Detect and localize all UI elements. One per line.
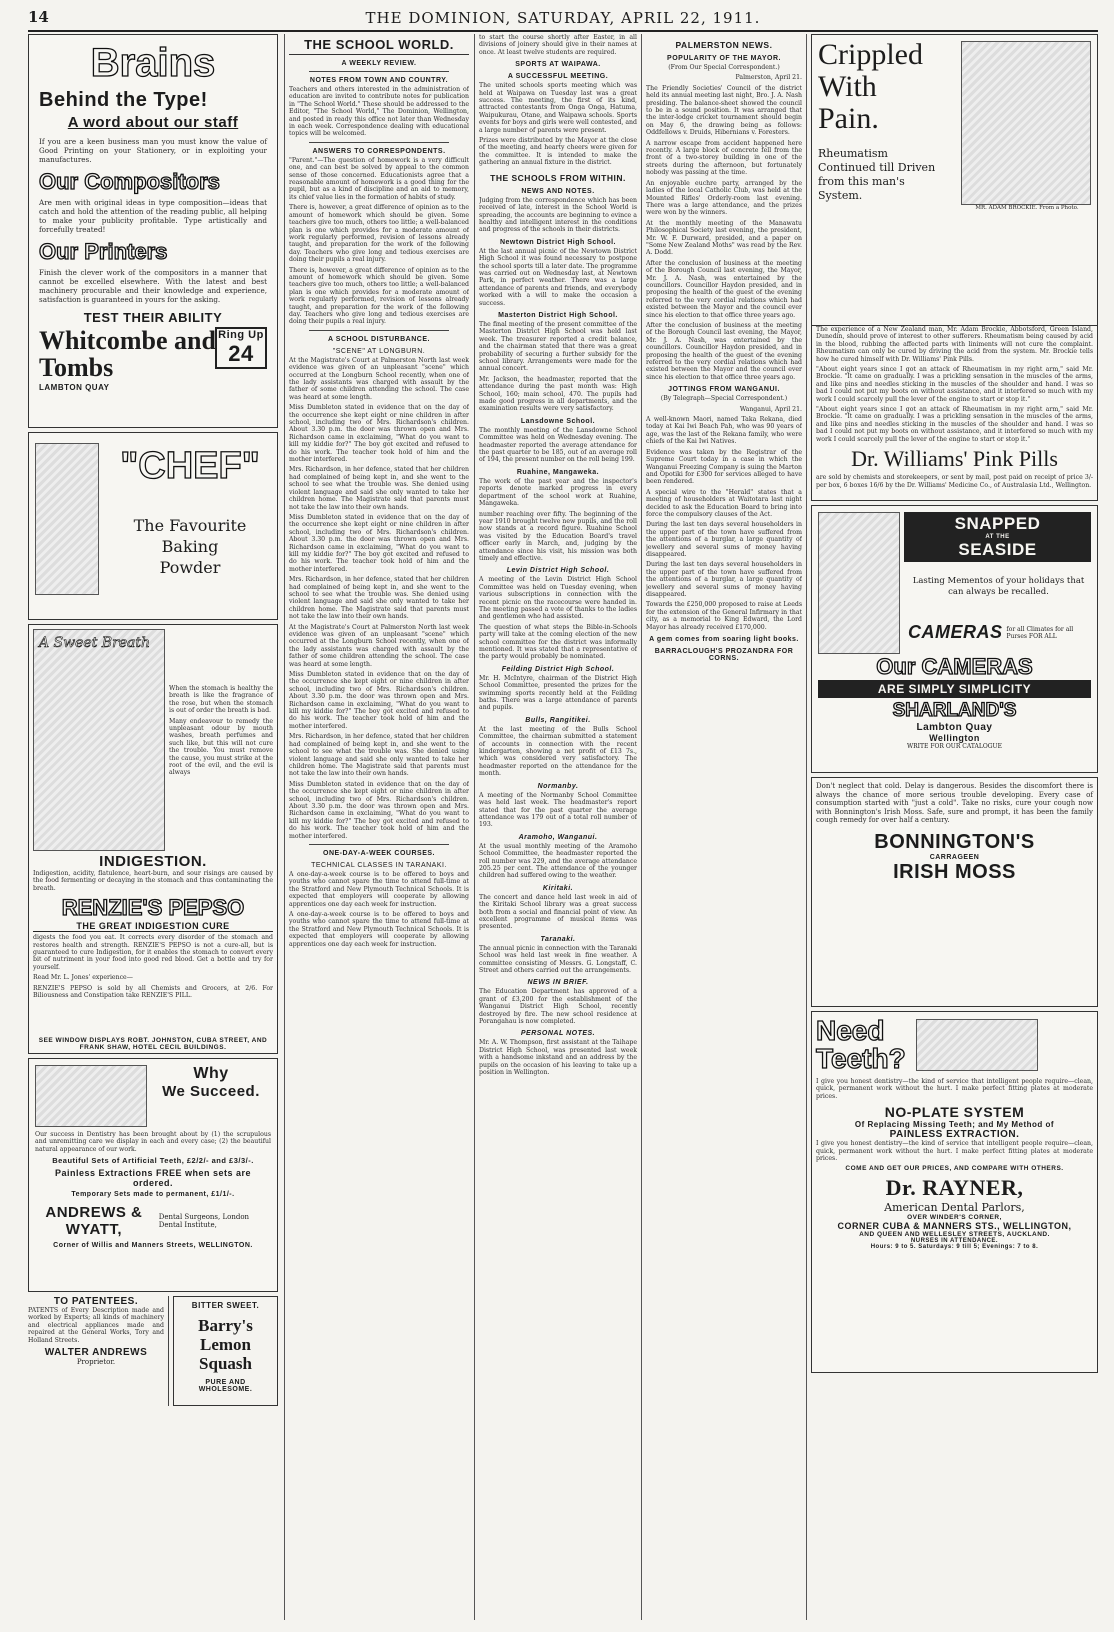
- divider: [309, 71, 449, 72]
- bonnington-text: Don't neglect that cold. Delay is dangerous. Besides the discomfort there is always the chance of more serious trouble developing. Every case of consumption started with "just a cold". Take no risks, cure your cough now with Bonnington's Irish Moss. Safe, sure and prompt, it has been the family cough remedy for over half a century.: [816, 782, 1093, 825]
- school-world-column: [289, 34, 469, 1620]
- palmerston-text-4: At the monthly meeting of the Manawatu Philosophical Society last evening, the president, Mr. W. F. Durward, presided, and a paper on "Some New Zealand Moths" was read by the Rev. A. Dodd.: [646, 219, 802, 257]
- column-rule: [641, 34, 642, 1620]
- rayner-text-2: I give you honest dentistry—the kind of service that intelligent people require—clean, quick, permanent work without the hurt. I make perfect fitting plates at moderate prices.: [816, 1140, 1093, 1163]
- pink-text-2: "About eight years since I got an attack of Rheumatism in my right arm," said Mr. Brockie. "It came on gradually. I was a prickling sensation in the muscles of the arms, and like pins and needles sticking in the muscles of the shoulder and hand. I was so bad I could not put my boots on without assistance, and it interfered so much with my work I could scarcely pull the lever of the engine to start or stop it.": [816, 366, 1093, 403]
- andrews-address: Corner of Willis and Manners Streets, WELLINGTON.: [53, 1242, 253, 1250]
- window-displays: SEE WINDOW DISPLAYS ROBT. JOHNSTON, CUBA STREET, AND FRANK SHAW, HOTEL CECIL BUILDINGS.: [38, 1037, 268, 1051]
- technical-text-2: A one-day-a-week course is to be offered to boys and youths who cannot spare the time to attend full-time at the Stratford and New Plymouth Technical Schools. It is expected that employers will cooperate by allowing apprentices one day each week for instruction.: [289, 911, 469, 948]
- bulls-heading: Bulls, Rangitikei.: [525, 716, 591, 724]
- barraclough-line-2: BARRACLOUGH'S PROZANDRA FOR CORNS.: [654, 648, 794, 663]
- palmerston-text-5: After the conclusion of business at the meeting of the Borough Council last evening, the Mayor, Mr. J. A. Nash, was entertained by the councillors. Councillor Haydon presided, and in proposing the health of the guest of the evening referred to the very cordial relations which had existed between the Mayor and the council ever since his election to that office three years ago.: [646, 259, 802, 319]
- baking-powder-tin-image: [35, 443, 99, 595]
- taranaki-heading: TECHNICAL CLASSES IN TARANAKI.: [311, 861, 447, 869]
- compositors-heading: Our Compositors: [39, 169, 220, 194]
- chef-line-1: The Favourite: [133, 516, 247, 535]
- phone-number: 24: [228, 341, 254, 366]
- snapped-banner: [904, 512, 1091, 562]
- school-intro: Teachers and others interested in the administration of education are invited to contribute notes for publication in "The School World." These should be addressed to the Editor, "The School World," The Dominion, Wellington, and posted in ready this office not later than Wednesday in each week. Correspondence dealing with educational topics will be welcomed.: [289, 86, 469, 138]
- temporary-sets: Temporary Sets made to permanent, £1/1/-.: [71, 1191, 235, 1199]
- barrys-name: Barry's Lemon Squash: [198, 1316, 253, 1373]
- wanganui-text-3: A special wire to the "Herald" states that a meeting of householders at Waitotara last night decided to ask the Education Board to bring into force the compulsory clauses of the Act.: [646, 488, 802, 518]
- palmerston-text-6: After the conclusion of business at the meeting of the Borough Council last evening, the Mayor, Mr. J. A. Nash, was entertained by the councillors. Councillor Haydon presided, and in proposing the health of the guest of the evening referred to the very cordial relations which had existed between the Mayor and the council ever since his election to that office three years ago.: [646, 322, 802, 381]
- our-cameras: Our CAMERAS: [876, 654, 1033, 679]
- news-brief-text-1: The Education Department has approved of a grant of £3,200 for the establishment of the Wanganui District High School, recently destroyed by fire. The new school residence at Porangahau is now completed.: [479, 988, 637, 1026]
- one-day-heading: ONE-DAY-A-WEEK COURSES.: [323, 849, 435, 857]
- technical-text: A one-day-a-week course is to be offered to boys and youths who cannot spare the time to attend full-time at the Stratford and New Plymouth Technical Schools. It is expected that employers will cooperate by allowing apprentices one day each week for instruction.: [289, 870, 469, 908]
- disturbance-text-7: Miss Dumbleton stated in evidence that on the day of the occurrence she kept eight or nine children in after school, including two of Mrs. Richardson's children. About 3.30 p.m. the door was thrown open and Mrs. Richardson came in exclaiming, "What do you want to kill my kiddie for?" The boy got excited and refused to do his work. The teacher took hold of him and the mother interfered.: [289, 671, 469, 730]
- wanganui-text-2: Evidence was taken by the Registrar of the Supreme Court today in a case in which the Wanganui Freezing Company is suing the Marton and Opotiki for £300 for services alleged to have been rendered.: [646, 448, 802, 486]
- taranaki-text-1: The annual picnic in connection with the Taranaki School was held last week in fine weather. A committee consisting of Messrs. G. Longstaff, C. Street and others carried out the arrangements.: [479, 944, 637, 974]
- column-rule: [284, 34, 285, 1620]
- american-dental: American Dental Parlors,: [884, 1201, 1025, 1215]
- ring-up-box: [215, 327, 267, 369]
- divider: [309, 844, 449, 845]
- divider: [309, 142, 449, 143]
- printers-text: Finish the clever work of the compositors in a manner that cannot be excelled elsewhere. With the latest and best machinery procurable and their knowledge and experience, satisfaction is guaranteed in yours for the asking.: [39, 268, 267, 304]
- lansdowne-heading: Lansdowne School.: [520, 417, 596, 425]
- right-region: [811, 34, 1098, 1620]
- masterton-text-1: The final meeting of the present committee of the Masterton District High School was held last week. The treasurer reported a credit balance, and the chairman stated that there was a great probability of securing a further subsidy for the school library. Arrangements were made for the annual concert.: [479, 320, 637, 373]
- masterton-heading: Masterton District High School.: [498, 311, 618, 319]
- teeth-illustration: [916, 1019, 1038, 1071]
- normanby-text-1: A meeting of the Normanby School Committee was held last week. The headmaster's report stated that for the past quarter the average attendance was 179 out of a total roll number of 193.: [479, 791, 637, 829]
- compare-prices: COME AND GET OUR PRICES, AND COMPARE WITH OTHERS.: [845, 1165, 1064, 1173]
- palmerston-dateline: Palmerston, April 21.: [735, 74, 802, 82]
- no-plate-system: NO-PLATE SYSTEM: [884, 1104, 1025, 1121]
- renzies-pepso-title: RENZIE'S PEPSO: [61, 895, 245, 921]
- brains-sub1: Behind the Type!: [39, 89, 208, 111]
- snapped-word: SNAPPED: [954, 514, 1041, 533]
- adam-brockie-portrait: [961, 41, 1091, 205]
- disturbance-text-1: At the Magistrate's Court at Palmerston North last week evidence was given of an unpleasant "scene" which occurred at the Longburn School recently, when one of the lady assistants was charged with assault by the father of some children attending the school. The case was heard at some length.: [289, 356, 469, 401]
- brains-intro: If you are a keen business man you must know the value of Good Printing on your Stationery, or in exploiting your manufactures.: [39, 137, 267, 164]
- column-rule: [474, 34, 475, 1620]
- rayner-name: Dr. RAYNER,: [885, 1175, 1024, 1201]
- newspaper-title: THE DOMINION, SATURDAY, APRIL 22, 1911.: [365, 9, 761, 27]
- printers-heading: Our Printers: [39, 239, 168, 264]
- palmerston-text-1: The Friendly Societies' Council of the district held its annual meeting last night, Bro. J. A. Nash presiding. The balance-sheet showed the council to be in a sound position. It was arranged that the inter-lodge cricket tournament should begin on May 6, the drawing being as follows: Oddfellows v. Druids, Hibernians v. Foresters.: [646, 84, 802, 137]
- rheumatism-heading: Rheumatism Continued till Driven from this man's System.: [818, 147, 936, 202]
- waipawa-heading: SPORTS AT WAIPAWA.: [515, 61, 601, 69]
- disturbance-text-9: Miss Dumbleton stated in evidence that on the day of the occurrence she kept eight or nine children in after school, including two of Mrs. Richardson's children. About 3.30 p.m. the door was thrown open and Mrs. Richardson came in exclaiming, "What do you want to kill my kiddie for?" The boy got excited and refused to do his work. The teacher took hold of him and the mother interfered.: [289, 780, 469, 840]
- masthead: [28, 8, 1098, 32]
- carrageen: CARRAGEEN: [929, 853, 980, 861]
- hours: Hours: 9 to 5. Saturdays: 9 till 5; Evenings: 7 to 8.: [870, 1244, 1039, 1251]
- lambton-quay: LAMBTON QUAY: [39, 383, 110, 392]
- normanby-heading: Normanby.: [537, 782, 579, 790]
- bathing-woman-illustration: [818, 512, 900, 654]
- rayner-address: CORNER CUBA & MANNERS STS., WELLINGTON,: [837, 1221, 1072, 1232]
- ruahine-heading: Ruahine, Mangaweka.: [516, 468, 600, 476]
- column-rule: [806, 34, 807, 1620]
- pink-pills-body: [811, 326, 1098, 501]
- pink-text-1: The experience of a New Zealand man, Mr. Adam Brockie, Abbotsford, Green Island, Dunedin, should prove of interest to other sufferers. Rheumatism being caused by acid in the blood, rubbing the affected parts with liniments will not cure the complaint. Rheumatism can only be cured by driving the acid from the system. Mr. Brockie tells how he cured himself with Dr. Williams' Pink Pills.: [816, 326, 1093, 363]
- pink-pills-ad: [811, 34, 1098, 326]
- sharland-ad: [811, 505, 1098, 773]
- sharland-addr-2: Wellington: [929, 733, 980, 743]
- andrews-role: Dental Surgeons, London Dental Institute,: [158, 1213, 250, 1230]
- ruahine-continued: number reaching over fifty. The beginning of the year 1910 brought twelve new pupils, and the roll now stands at a record figure. Ruahine School was visited by the Education Board's travel officer early in March, and, judging by the attendance since his visit, his mission was both timely and effective.: [479, 510, 637, 562]
- levin-heading: Levin District High School.: [506, 567, 610, 575]
- waipawa-text-2: Prizes were distributed by the Mayor at the close of the meeting, and hearty cheers were given for the committee. It is intended to make the gathering an annual fixture in the district.: [479, 137, 637, 167]
- newtown-heading: Newtown District High School.: [499, 238, 616, 246]
- bonningtons-name: BONNINGTON'S: [874, 830, 1035, 853]
- crippled-word: Crippled: [818, 38, 923, 71]
- bulls-text-1: At the last meeting of the Bulls School Committee, the chairman submitted a statement of accounts in connection with the recent kindergarten, showing a net profit of £13 7s., which was considered very satisfactory. The headmaster reported on the attendance for the month.: [479, 725, 637, 778]
- lansdowne-text-1: The monthly meeting of the Lansdowne School Committee was held on Wednesday evening. The headmaster reported the average attendance for the past quarter to be 185, out of an average roll of 194, the present number on the roll being 199.: [479, 426, 637, 464]
- walter-andrews: WALTER ANDREWS: [44, 1347, 148, 1359]
- sweet-breath-script: A Sweet Breath: [39, 635, 151, 651]
- chef-title: "CHEF": [120, 445, 260, 487]
- chef-line-3: Powder: [159, 558, 221, 577]
- artificial-teeth-price: Beautiful Sets of Artificial Teeth, £2/2/- and £3/3/-.: [52, 1156, 254, 1166]
- ad-column-left: [28, 34, 278, 1620]
- cameras-heading: CAMERAS: [908, 622, 1003, 642]
- levin-text-1: A meeting of the Levin District High School Committee was held on Tuesday evening, when various subscriptions in connection with the recent picnic on the racecourse were handed in. The meeting passed a vote of thanks to the ladies and gentlemen who had assisted.: [479, 576, 637, 621]
- pepso-text-6: RENZIE'S PEPSO is sold by all Chemists and Grocers, at 2/6. For Biliousness and Constipation take RENZIE'S PILL.: [33, 984, 273, 1000]
- sharland-addr-1: Lambton Quay: [916, 722, 993, 733]
- bonnington-ad: [811, 777, 1098, 1007]
- answers-text-1: "Parent."—The question of homework is a very difficult one, and can best be solved by appeal to the common sense of those concerned. Educationists agree that a reasonable amount of homework is a good thing for the pupil, but as a kind of discipline and an aid to memory, its chief value lies in the formation of habits of study.: [289, 156, 469, 201]
- kiritaki-text: The concert and dance held last week in aid of the Kiritaki School library was a great success both from a social and financial point of view. An excellent programme of musical items was presented.: [479, 893, 637, 931]
- barraclough-line-1: A gem comes from soaring light books.: [649, 636, 799, 644]
- test-ability: TEST THEIR ABILITY: [83, 310, 223, 325]
- chef-ad: [28, 432, 278, 620]
- simply-simplicity: ARE SIMPLY SIMPLICITY: [818, 680, 1091, 698]
- disturbance-text-8: Mrs. Richardson, in her defence, stated that her children had complained of being kept in, and she went to the school to see what the trouble was. She denied using violent language and said she only wanted to take her children home. The Magistrate said that parents must not take the law into their own hands.: [289, 733, 469, 778]
- brains-ad: [28, 34, 278, 428]
- wanganui-text-4: During the last ten days several householders in the upper part of the town have suffered from the attentions of a burglar, a large quantity of jewellery and several sums of money having disappeared.: [646, 521, 802, 558]
- feilding-heading: Feilding District High School.: [501, 665, 615, 673]
- feilding-text-1: Mr. H. McIntyre, chairman of the District High School Committee, presented the prizes for the swimming sports recently held at the Feilding baths. There was a large attendance of parents and pupils.: [479, 674, 637, 712]
- teeth-word: Teeth?: [816, 1043, 906, 1074]
- palmerston-heading: PALMERSTON NEWS.: [675, 40, 773, 50]
- wanganui-text-1: A well-known Maori, named Taka Rekana, died today at Kai Iwi Beach Pah, who was 90 years of age, was the last of the Rekana family, who were chiefs of the Kai Iwi Natives.: [646, 416, 802, 446]
- irish-moss: IRISH MOSS: [893, 860, 1016, 883]
- successful-meeting: A SUCCESSFUL MEETING.: [507, 73, 609, 81]
- why-heading: Why: [193, 1065, 229, 1082]
- disturbance-text-6: At the Magistrate's Court at Palmerston North last week evidence was given of an unpleasant "scene" which occurred at the Longburn School recently, when one of the lady assistants was charged with assault by the father of some children attending the school. The case was heard at some length.: [289, 623, 469, 668]
- newtown-text-1: At the last annual picnic of the Newtown District High School it was found necessary to postpone the school sports till a later date. The programme was carried out on Wednesday last, at Newtown Park, in perfect weather. There was a large attendance of parents and friends, and everybody worked with a will to make the occasion a success.: [479, 247, 637, 307]
- personal-text-1: Mr. A. W. Thompson, first assistant at the Taihape District High School, was presented last week with a handsome inkstand and an address by the pupils on the occasion of his leaving to take up a position in Wellington.: [479, 1039, 637, 1077]
- painless-extractions: Painless Extractions FREE when sets are ordered.: [54, 1168, 252, 1189]
- longburn-heading: "SCENE" AT LONGBURN.: [332, 347, 426, 355]
- painless-extraction: PAINLESS EXTRACTION.: [889, 1129, 1020, 1141]
- nurses: NURSES IN ATTENDANCE.: [910, 1238, 999, 1245]
- palmerston-text-3: An enjoyable euchre party, arranged by the ladies of the local Catholic Club, was held at the Mounted Rifles' Orderly-room last evening. There was a large attendance, and the prizes were won by the winners.: [646, 179, 802, 217]
- catalogue-note: WRITE FOR OUR CATALOGUE: [907, 743, 1002, 750]
- answers-text-3: There is, however, a great difference of opinion as to the amount of homework which should be given. Some teachers give too much, others too little; a well-balanced plan is one which provides for a moderate amount of work regularly performed, revision of lessons already taught, and preparation for the work of the following day. Teachers who give long and tedious exercises are doing their pupils a real injury.: [289, 266, 469, 326]
- barrys-lemon-squash-ad: [173, 1296, 278, 1406]
- schools-column: [479, 34, 637, 1620]
- disturbance-heading: A SCHOOL DISTURBANCE.: [328, 335, 430, 343]
- news-notes: NEWS AND NOTES.: [521, 187, 595, 195]
- news-brief-heading: NEWS IN BRIEF.: [527, 979, 589, 987]
- need-word: Need: [816, 1015, 885, 1046]
- proprietor: Proprietor.: [76, 1358, 116, 1367]
- palmerston-text-2: A narrow escape from accident happened here recently. A large block of concrete fell from the front of a two-storey building in one of the streets during the afternoon, but fortunately nobody was passing at the time.: [646, 139, 802, 177]
- personal-notes-heading: PERSONAL NOTES.: [520, 1030, 596, 1038]
- pink-pills-name: Dr. Williams' Pink Pills: [851, 446, 1058, 472]
- rayner-text: I give you honest dentistry—the kind of service that intelligent people require—clean, quick, permanent work without the hurt. I make perfect fitting plates at moderate prices.: [816, 1078, 1093, 1100]
- pink-text-3: "About eight years since I got an attack of Rheumatism in my right arm," said Mr. Brockie. "It came on gradually. I was a prickling sensation in the muscles of the arms, and like pins and needles sticking in the muscles of the shoulder and hand. I was so bad I could not put my boots on without assistance, and it interfered so much with my work I could scarcely pull the lever of the engine to start or stop it.": [816, 406, 1093, 443]
- kiritaki-heading: Kiritaki.: [542, 884, 574, 892]
- at-the-word: AT THE: [985, 534, 1010, 540]
- bottom-ads-row: [28, 1296, 278, 1406]
- andrews-wyatt-name: ANDREWS & WYATT,: [45, 1204, 143, 1239]
- wanganui-text-5: During the last ten days several householders in the upper part of the town have suffered from the attentions of a burglar, a large quantity of jewellery and several sums of money having disappeared.: [646, 561, 802, 598]
- divider: [309, 330, 449, 331]
- answers-heading: ANSWERS TO CORRESPONDENTS.: [312, 147, 446, 155]
- district-news-column: [646, 34, 802, 1620]
- ruahine-text: The work of the past year and the inspector's reports denote marked progress in every department of the school work at Ruahine, Mangaweka.: [479, 477, 637, 508]
- ring-up-label: Ring Up: [218, 329, 264, 341]
- whitcombe-tombs: Whitcombe and Tombs: [39, 326, 216, 382]
- woman-illustration: [33, 629, 165, 851]
- waipawa-text-1: The united schools sports meeting which was held at Waipawa on Tuesday last was a great success. The meeting, the first of its kind, attracted contestants from Onga Onga, Hatuma, Waipukurau, Otane, and Waipawa schools. Sports events for boys and girls were well contested, and a large number of parents were present.: [479, 82, 637, 134]
- aramoho-text: At the usual monthly meeting of the Aramoho School Committee, the headmaster reported the roll number was 229, and the average attendance 205.25 per cent. The attendance of the younger children had suffered owing to the weather.: [479, 842, 637, 880]
- compositors-text: Are men with original ideas in type composition—ideas that catch and hold the attention of the reading public, all helping to make your publicity profitable. Type artistically and forcefully treated!: [39, 198, 267, 234]
- pepso-text-5: Read Mr. L. Jones' experience—: [33, 974, 133, 982]
- pure-wholesome: PURE AND WHOLESOME.: [198, 1379, 253, 1393]
- wanganui-source: (By Telegraph—Special Correspondent.): [660, 395, 788, 403]
- weekly-review: A WEEKLY REVIEW.: [341, 60, 417, 67]
- patentees-ad: [28, 1296, 169, 1406]
- page-number: 14: [28, 8, 49, 26]
- levin-text-2: The question of what steps the Bible-in-Schools party will take at the coming election of the new school committee for the district was informally mentioned. It was stated that a representative of the party would probably be nominated.: [479, 623, 637, 661]
- brains-title: Brains: [90, 41, 216, 85]
- wanganui-dateline: Wanganui, April 21.: [739, 405, 802, 413]
- we-succeed-heading: We Succeed.: [162, 1083, 260, 1100]
- patentees-heading: TO PATENTEES.: [53, 1296, 139, 1307]
- chef-tagline: [107, 515, 273, 578]
- with-word: With: [818, 70, 877, 103]
- andrews-text: Our success in Dentistry has been brought about by (1) the scrupulous and unremitting care we display in each and every case; (2) the beautiful natural appearance of our work.: [35, 1131, 271, 1153]
- mayor-heading: POPULARITY OF THE MAYOR.: [667, 55, 781, 62]
- within-text: Judging from the correspondence which has been received of late, interest in the School World is spreading, the accounts are beginning to evince a healthy and intelligent interest in the conditions and progress of the schools in their districts.: [479, 196, 637, 234]
- portrait-caption: MR. ADAM BROCKIE. From a Photo.: [975, 205, 1079, 211]
- disturbance-text-3: Mrs. Richardson, in her defence, stated that her children had complained of being kept in, and she went to the school to see what the trouble was. She denied using violent language and said she only wanted to take her children home. The Magistrate said that parents must not take the law into their own hands.: [289, 466, 469, 511]
- pepso-text-3: Indigestion, acidity, flatulence, heart-burn, and sour risings are caused by the food fermenting or decaying in the stomach and thus contaminating the breath.: [33, 870, 273, 892]
- schools-within-heading: THE SCHOOLS FROM WITHIN.: [490, 172, 626, 183]
- brains-sub2: A word about our staff: [67, 114, 239, 131]
- chef-line-2: Baking: [161, 537, 219, 556]
- wanganui-heading: JOTTINGS FROM WANGANUI.: [668, 386, 780, 394]
- bitter-sweet: BITTER SWEET.: [191, 1301, 260, 1310]
- answers-text-2: There is, however, a great difference of opinion as to the amount of homework which should be given. Some teachers give too much, others too little; a well-balanced plan is one which provides for a moderate amount of work regularly performed, revision of lessons already taught, and preparation for the work of the following day. Teachers who give long and tedious exercises are doing their pupils a real injury.: [289, 204, 469, 264]
- indigestion-heading: INDIGESTION.: [99, 853, 207, 870]
- need-teeth-heading: [816, 1017, 906, 1073]
- joinery-text: to start the course shortly after Easter, in all divisions of joinery should give in their names at once. At least twelve students are required.: [479, 34, 637, 56]
- disturbance-text-5: Mrs. Richardson, in her defence, stated that her children had complained of being kept in, and she went to the school to see what the trouble was. She denied using violent language and said she only wanted to take her children home. The Magistrate said that parents must not take the law into their own hands.: [289, 576, 469, 621]
- pain-word: Pain.: [818, 102, 879, 135]
- pepso-text-2: Many endeavour to remedy the unpleasant odour by mouth washes, breath perfumes and such like, but this will not cure the trouble. You must remove the cause, you must strike at the root of the evil, and the evil is always: [169, 717, 273, 777]
- winders-corner: OVER WINDER'S CORNER,: [907, 1214, 1002, 1222]
- replacing-teeth: Of Replacing Missing Teeth; and My Method of: [854, 1120, 1055, 1130]
- mementos-text: Lasting Mementos of your holidays that can always be recalled.: [912, 576, 1085, 597]
- andrews-wyatt-ad: [28, 1058, 278, 1292]
- rayner-address-2: AND QUEEN AND WELLESLEY STREETS, AUCKLAND.: [859, 1231, 1050, 1239]
- palmerston-source: (From Our Special Correspondent.): [668, 64, 780, 71]
- disturbance-text-2: Miss Dumbleton stated in evidence that on the day of the occurrence she kept eight or nine children in after school, including two of Mrs. Richardson's children. About 3.30 p.m. the door was thrown open and Mrs. Richardson came in exclaiming, "What do you want to kill my kiddie for?" The boy got excited and refused to do his work. The teacher took hold of him and the mother interfered.: [289, 404, 469, 464]
- pepso-text-4: digests the food you eat. It corrects every disorder of the stomach and restores health and strength. RENZIE'S PEPSO is not a cure-all, but is guaranteed to cure Indigestion, for it enables the stomach to convert every bit of nutriment in your food into good red blood. Get a bottle and try for yourself.: [33, 934, 273, 971]
- indigestion-cure: THE GREAT INDIGESTION CURE: [33, 921, 273, 932]
- cameras-sub: for all Climates for all Purses FOR ALL: [1006, 625, 1074, 640]
- seaside-word: SEASIDE: [958, 540, 1037, 559]
- notes-heading: NOTES FROM TOWN AND COUNTRY.: [309, 77, 449, 84]
- masterton-text-2: Mr. Jackson, the headmaster, reported that the attendance during the past month was: High School, 160; main school, 470. The pupils had made good progress in all departments, and the examination results were very satisfactory.: [479, 375, 637, 413]
- aramoho-heading: Aramoho, Wanganui.: [518, 833, 598, 841]
- disturbance-text-4: Miss Dumbleton stated in evidence that on the day of the occurrence she kept eight or nine children in after school, including two of Mrs. Richardson's children. About 3.30 p.m. the door was thrown open and Mrs. Richardson came in exclaiming, "What do you want to kill my kiddie for?" The boy got excited and refused to do his work. The teacher took hold of him and the mother interfered.: [289, 513, 469, 573]
- rayner-ad: [811, 1011, 1098, 1373]
- school-world-title: THE SCHOOL WORLD.: [289, 37, 469, 55]
- pink-footer: are sold by chemists and storekeepers, or sent by mail, post paid on receipt of price 3/- per box, 6 boxes 16/6 by the Dr. Williams' Medicine Co., of Australasia Ltd., Wellington.: [816, 474, 1093, 489]
- taranaki-school-heading: Taranaki.: [540, 935, 576, 943]
- pepso-ad: [28, 624, 278, 1054]
- sharlands-name: SHARLAND'S: [892, 700, 1017, 721]
- pepso-text-1: When the stomach is healthy the breath is like the fragrance of the rose, but when the stomach is out of order the breath is bad.: [169, 685, 273, 715]
- crippled-heading: [818, 39, 948, 135]
- leeds-text: Towards the £250,000 proposed to raise at Leeds for the extension of the General Infirmary in that city, as a memorial to King Edward, the Lord Mayor has already received £170,000.: [646, 601, 802, 631]
- patentees-text: PATENTS of Every Description made and worked by Experts; all kinds of machinery and electrical appliances made and repaired at the General Works, Tory and Holland Streets.: [28, 1307, 164, 1344]
- dentures-image: [35, 1065, 147, 1127]
